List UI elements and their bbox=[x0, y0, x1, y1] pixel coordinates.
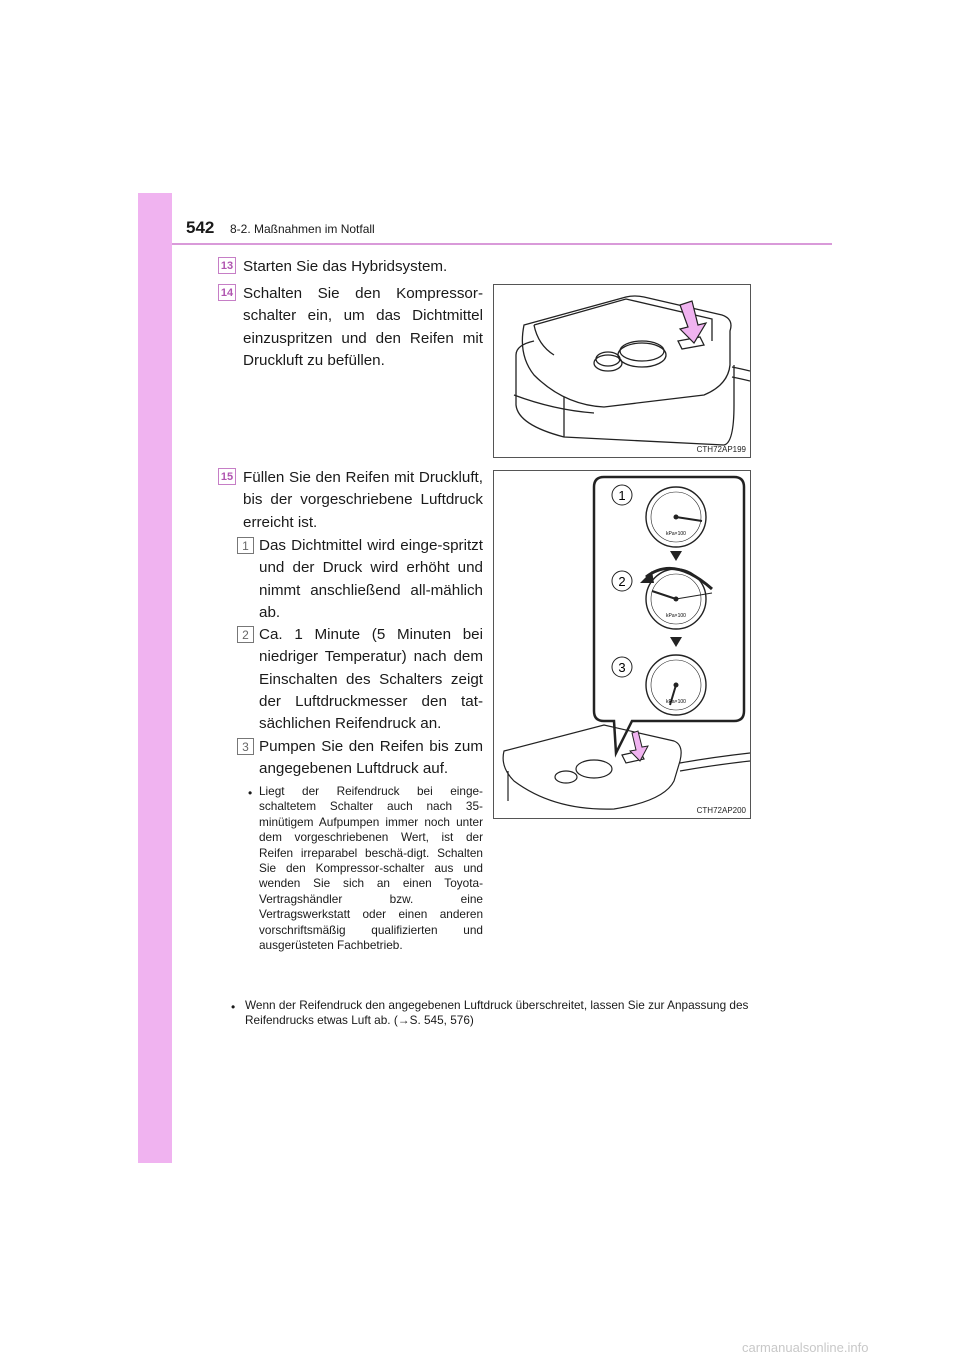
note-warning: Liegt der Reifendruck bei einge-schaltetem Schalter auch nach 35-minütigem Aufpumpen immer noch unter dem vorgeschriebenen Wert, ist der Reifen irreparabel beschä-digt. Schalten Sie den Kompressor-schalter aus und wenden Sie sich an einen Toyota-Vertragshändler bzw. eine Vertragswerkstatt oder einen anderen vorschriftsmäßig qualifizierten und ausgerüsteten Fachbetrieb. bbox=[259, 784, 483, 953]
compressor-figure bbox=[493, 284, 751, 458]
bullet-icon: • bbox=[231, 1000, 236, 1014]
step-13-badge: 13 bbox=[218, 257, 236, 274]
footer-watermark: carmanualsonline.info bbox=[742, 1340, 869, 1355]
gauge-sequence-figure bbox=[493, 470, 751, 819]
press-arrow-icon bbox=[680, 301, 706, 343]
press-arrow-icon bbox=[630, 731, 648, 761]
callout-2: 2 bbox=[618, 574, 626, 589]
compressor-switch-illustration bbox=[494, 285, 750, 457]
header-divider bbox=[172, 243, 832, 245]
substep-2-badge: 2 bbox=[237, 626, 254, 643]
substep-1-badge: 1 bbox=[237, 537, 254, 554]
gauge-unit-label: kPa×100 bbox=[666, 613, 686, 619]
substep-3-badge: 3 bbox=[237, 738, 254, 755]
step-15-text: Füllen Sie den Reifen mit Druckluft, bis der vorgeschriebene Luftdruck erreicht ist. bbox=[243, 469, 483, 531]
gauge-unit-label: kPa×100 bbox=[666, 699, 686, 705]
section-title: 8-2. Maßnahmen im Notfall bbox=[230, 222, 375, 236]
figure-code: CTH72AP200 bbox=[696, 806, 746, 815]
figure-code: CTH72AP199 bbox=[696, 445, 746, 454]
step-15-badge: 15 bbox=[218, 468, 236, 485]
bullet-icon: • bbox=[248, 786, 253, 800]
callout-3: 3 bbox=[618, 660, 626, 675]
step-14-text: Schalten Sie den Kompressor-schalter ein, um das Dichtmittel einzuspritzen und den Reifen mit Druckluft zu befüllen. bbox=[243, 285, 483, 369]
substep-2-text: Ca. 1 Minute (5 Minuten bei niedriger Temperatur) nach dem Einschalten des Schalters zeigt der Luftdruckmesser den tat-sächlichen Reifendruck an. bbox=[259, 626, 483, 733]
gauge-unit-label: kPa×100 bbox=[666, 531, 686, 537]
page-number: 542 bbox=[186, 218, 215, 237]
callout-1: 1 bbox=[618, 488, 626, 503]
substep-1-text: Das Dichtmittel wird einge-spritzt und der Druck wird erhöht und nimmt anschließend all-mählich ab. bbox=[259, 537, 483, 621]
step-13-text: Starten Sie das Hybridsystem. bbox=[243, 258, 448, 275]
substep-3-text: Pumpen Sie den Reifen bis zum angegebenen Luftdruck auf. bbox=[259, 738, 483, 778]
gauge-sequence-illustration bbox=[494, 471, 750, 818]
step-14-badge: 14 bbox=[218, 284, 236, 301]
note-overpressure: Wenn der Reifendruck den angegebenen Luftdruck überschreitet, lassen Sie zur Anpassung des Reifendrucks etwas Luft ab. (→S. 545, 576) bbox=[245, 998, 749, 1028]
chapter-side-band bbox=[138, 193, 172, 1163]
